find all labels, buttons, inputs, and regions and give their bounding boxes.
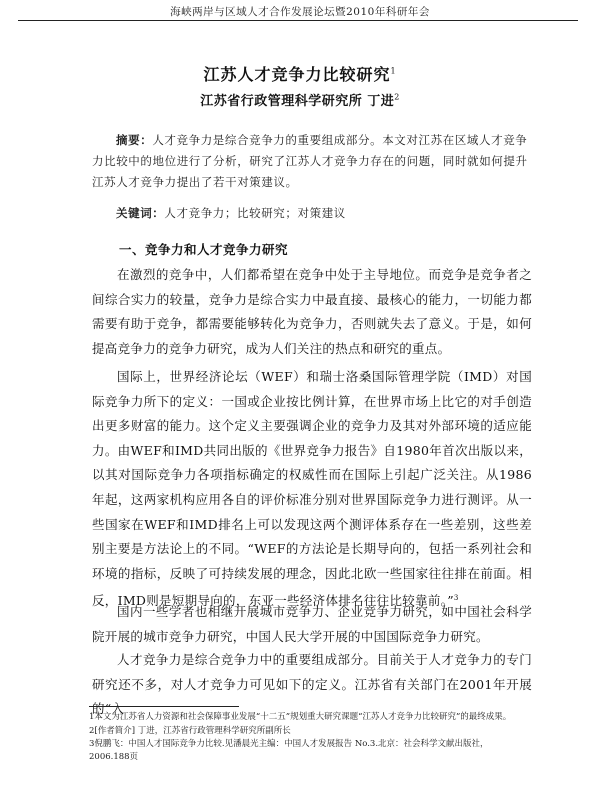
keywords-text: 人才竞争力；比较研究；对策建议 xyxy=(164,206,346,220)
paragraph-footnote-ref: 3 xyxy=(453,594,459,603)
article-title xyxy=(0,62,600,85)
author-line xyxy=(0,90,600,109)
keywords-label: 关键词： xyxy=(116,206,165,220)
body-paragraph-2 xyxy=(92,365,532,614)
footnote-1: 1本文为江苏省人力资源和社会保障事业发展“十二五”规划重大研究课题“江苏人才竞争力比较研究”的最终成果。 xyxy=(89,712,512,722)
body-paragraph-1 xyxy=(92,263,532,361)
abstract-text: 人才竞争力是综合竞争力的重要组成部分。本文对江苏在区域人才竞争力比较中的地位进行了分析，研究了江苏人才竞争力存在的问题，同时就如何提升江苏人才竞争力提出了若干对策建议。 xyxy=(92,133,528,189)
author-text: 江苏省行政管理科学研究所 丁进 xyxy=(200,94,395,109)
footnote-2: 2[作者简介] 丁进，江苏省行政管理科学研究所副所长 xyxy=(89,725,291,736)
abstract-paragraph xyxy=(92,130,532,193)
footnotes xyxy=(89,711,529,764)
article-title-text: 江苏人才竞争力比较研究 xyxy=(203,65,391,84)
paragraph-text: 在激烈的竞争中，人们都希望在竞争中处于主导地位。而竞争是竞争者之间综合实力的较量，竞争力是综合实力中最直接、最核心的能力，一切能力都需要有助于竞争，都需要能够转化为竞争力，否则就失去了意义。于是，如何提高竞争力的竞争力研究，成为人们关注的热点和研究的重点。 xyxy=(92,267,532,356)
footnote-3: 3倪鹏飞：中国人才国际竞争力比较.见潘晨光主编：中国人才发展报告 No.3.北京：社会科学文献出版社，2006.188页 xyxy=(89,739,489,762)
abstract xyxy=(92,130,532,193)
author-footnote-ref: 2 xyxy=(394,92,400,102)
header-divider xyxy=(18,20,578,21)
section-heading: 一、竞争力和人才竞争力研究 xyxy=(119,242,289,257)
paragraph-block xyxy=(92,365,532,614)
keywords xyxy=(116,205,536,221)
body-paragraph-3 xyxy=(92,600,532,649)
paragraph-text: 国内一些学者也相继开展城市竞争力、企业竞争力研究，如中国社会科学院开展的城市竞争力研究，中国人民大学开展的中国国际竞争力研究。 xyxy=(92,604,532,644)
paragraph-text: 人才竞争力是综合竞争力中的重要组成部分。目前关于人才竞争力的专门研究还不多，对人才竞争力可见如下的定义。江苏省有关部门在2001年开展的“入 xyxy=(92,652,532,717)
running-header: 海峡两岸与区域人才合作发展论坛暨2010年科研年会 xyxy=(170,6,430,18)
title-footnote-ref: 1 xyxy=(390,66,397,76)
footnote-divider xyxy=(89,706,239,707)
paragraph-text: 国际上，世界经济论坛（WEF）和瑞士洛桑国际管理学院（IMD）对国际竞争力所下的定义：一国或企业按比例计算，在世界市场上比它的对手创造出更多财富的能力。这个定义主要强调企业的竞争力及其对外部环境的适应能力。由WEF和IMD共同出版的《世界竞争力报告》自1980年首次出版以来，以其对国际竞争力各项指标确定的权威性而在国际上引起广泛关注。从1986年起，这两家机构应用各自的评价标准分别对世界国际竞争力进行测评。从一些国家在WEF和IMD排名上可以发现这两个测评体系存在一些差别，这些差别主要是方法论上的不同。“WEF的方法论是长期导向的，包括一系列社会和环境的指标，反映了可持续发展的理念，因此北欧一些国家往往排在前面。相反，IMD则是短期导向的，东亚一些经济体排名往往比较靠前。” xyxy=(92,369,532,609)
abstract-label: 摘要： xyxy=(116,133,153,147)
